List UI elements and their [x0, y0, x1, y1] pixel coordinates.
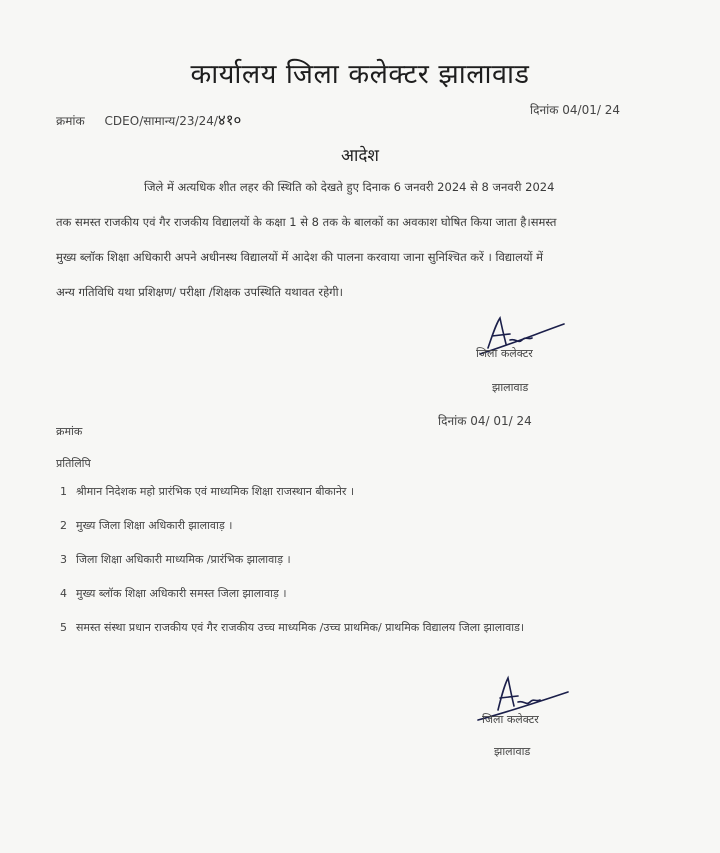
copy-heading: प्रतिलिपि [56, 457, 91, 470]
body-line: तक समस्त राजकीय एवं गैर राजकीय विद्यालयों के कक्षा 1 से 8 तक के बालकों का अवकाश घोषित किया जाता है।समस्त [56, 215, 557, 229]
order-body [56, 170, 666, 310]
office-title: कार्यालय जिला कलेक्टर झालावाड [190, 59, 530, 90]
copy-list-item: 2 मुख्य जिला शिक्षा अधिकारी झालावाड़ । [60, 519, 233, 532]
reference-label: क्रमांक [56, 114, 85, 128]
date-bottom: दिनांक 04/ 01/ 24 [438, 414, 532, 428]
reference-label-2: क्रमांक [56, 425, 83, 438]
reference-handwritten: ४१० [217, 111, 242, 129]
body-line: अन्य गतिविधि यथा प्रशिक्षण/ परीक्षा /शिक्षक उपस्थिति यथावत रहेगी। [56, 285, 343, 299]
copy-list [60, 484, 524, 654]
copy-list-item: 5 समस्त संस्था प्रधान राजकीय एवं गैर राजकीय उच्च माध्यमिक /उच्च प्राथमिक/ प्राथमिक विद्यालय जिला झालावाड। [60, 621, 525, 634]
signature-block-2 [468, 672, 578, 758]
signature-title: जिला कलेक्टर [476, 347, 533, 360]
signature-title: जिला कलेक्टर [482, 713, 539, 726]
reference-number [56, 110, 241, 130]
reference-printed: CDEO/सामान्य/23/24/ [104, 114, 218, 128]
copy-list-item: 4 मुख्य ब्लॉक शिक्षा अधिकारी समस्त जिला झालावाड़ । [60, 587, 287, 600]
signature-place: झालावाड [492, 381, 529, 394]
copy-list-item: 3 जिला शिक्षा अधिकारी माध्यमिक /प्रारंभिक झालावाड़ । [60, 553, 291, 566]
signature-place: झालावाड [494, 745, 531, 758]
date-top: दिनांक 04/01/ 24 [530, 103, 620, 117]
signature-block-1 [466, 310, 576, 394]
body-line: जिले में अत्यधिक शीत लहर की स्थिति को देखते हुए दिनाक 6 जनवरी 2024 से 8 जनवरी 2024 [144, 180, 555, 194]
body-line: मुख्य ब्लॉक शिक्षा अधिकारी अपने अधीनस्थ विद्यालयों में आदेश की पालना करवाया जाना सुनिश्चित करें । विद्यालयों में [56, 250, 544, 264]
copy-list-item: 1 श्रीमान निदेशक महो प्रारंभिक एवं माध्यमिक शिक्षा राजस्थान बीकानेर । [60, 485, 355, 498]
order-heading: आदेश [341, 146, 379, 166]
